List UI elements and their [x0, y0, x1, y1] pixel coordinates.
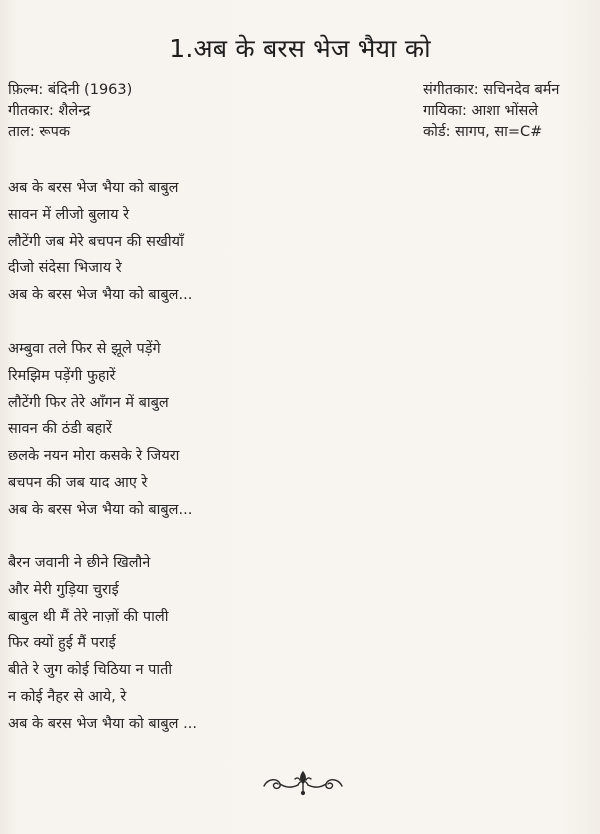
song-details-right [423, 80, 559, 143]
lyric-line: अम्बुवा तले फिर से झूले पड़ेंगे [8, 341, 161, 357]
lyric-line: न कोई नैहर से आये, रे [8, 688, 127, 705]
lyric-line: सावन में लीजो बुलाय रे [8, 206, 130, 223]
film-info: फ़िल्म: बंदिनी (1963) [8, 82, 133, 98]
lyricist-info: गीतकार: शैलेन्द्र [8, 103, 91, 119]
lyric-line: सावन की ठंडी बहारें [8, 421, 112, 438]
taal-info: ताल: रूपक [8, 124, 70, 140]
song-details-left [8, 80, 132, 143]
stanza-3 [8, 550, 197, 738]
chord-info: कोर्ड: सागप, सा=C# [423, 124, 543, 140]
lyric-line: छलके नयन मोरा कसके रे जियरा [8, 448, 180, 465]
lyric-line: बचपन की जब याद आए रे [8, 474, 148, 491]
lyric-line: बीते रे जुग कोई चिठिया न पाती [8, 662, 173, 679]
lyric-line: लौटेंगी फिर तेरे आँगन में बाबुल [8, 394, 169, 411]
lyric-line: फिर क्यों हुई मैं पराई [8, 635, 116, 652]
lyric-line: और मेरी गुड़िया चुराई [8, 581, 119, 598]
stanza-2 [8, 336, 192, 524]
lyric-line: लौटेंगी जब मेरे बचपन की सखीयाँ [8, 233, 184, 250]
lyric-line: रिमझिम पड़ेंगी फुहारें [8, 367, 116, 384]
flourish-divider-icon [262, 768, 344, 796]
lyric-line: दीजो संदेसा भिजाय रे [8, 260, 122, 277]
lyric-line: अब के बरस भेज भैया को बाबुल [8, 180, 179, 196]
singer-info: गायिका: आशा भोंसले [423, 103, 539, 119]
stanza-1 [8, 175, 192, 309]
lyric-line: अब के बरस भेज भैया को बाबुल ... [8, 715, 197, 732]
lyric-line: बैरन जवानी ने छीने खिलौने [8, 555, 151, 571]
composer-info: संगीतकार: सचिनदेव बर्मन [423, 82, 560, 98]
lyric-line: अब के बरस भेज भैया को बाबुल... [8, 501, 193, 518]
page-title: 1.अब के बरस भेज भैया को [169, 34, 431, 63]
lyric-line: अब के बरस भेज भैया को बाबुल... [8, 287, 193, 304]
lyric-line: बाबुल थी मैं तेरे नाज़ों की पाली [8, 608, 169, 625]
